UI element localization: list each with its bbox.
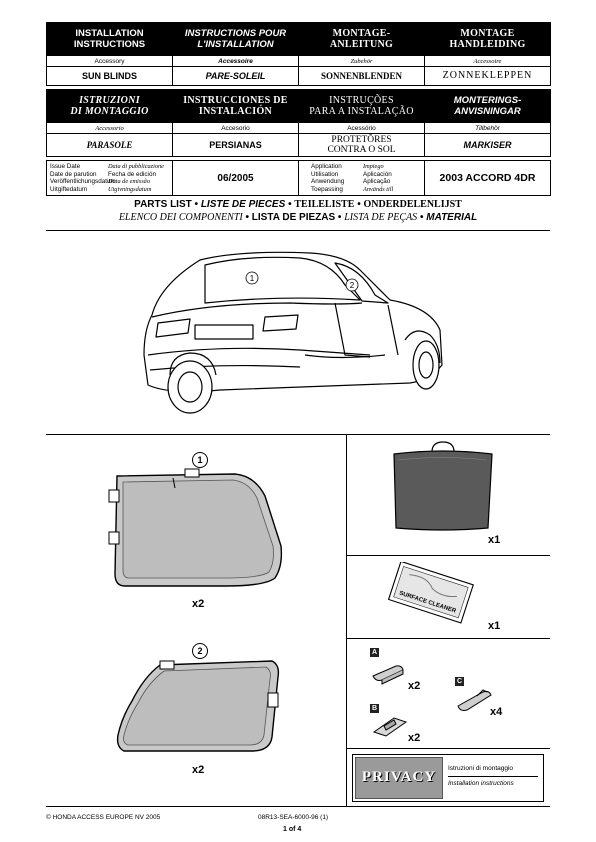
clip-a-letter: A [371,649,378,656]
car-illustration [130,245,465,420]
surface-cleaner [382,562,478,628]
title-sv: MONTERINGS- ANVISNINGAR [425,90,551,123]
divider-parts [46,434,550,435]
value-de: SONNENBLENDEN [299,67,425,86]
clip-a-qty: x2 [408,680,421,692]
svg-text:2: 2 [349,281,355,290]
divider-r2 [346,638,550,639]
clip-b-letter: B [371,705,378,712]
privacy-line-1: Istruzioni di montaggio [448,765,514,772]
title-fr: INSTRUCTIONS POUR L'INSTALLATION [173,23,299,56]
issue-date: 06/2005 [173,161,299,196]
issue-labels: Issue Date Data di pubblicazione Date de parution Fecha de edición VeröffentlichungsdatumData de emissão Uitgiftedatum Utgivningsdatum [47,161,173,196]
title-es: INSTRUCCIONES DE INSTALACIÓN [173,90,299,123]
part-2-number: 2 [192,643,208,659]
divider-bottom [46,806,550,807]
divider-top [46,230,550,231]
parts-list-line1: PARTS LIST • LISTE DE PIECES • TEILELISTE • ONDERDELENLIJST [134,199,462,210]
sub-es: Accesorio [173,123,299,134]
svg-text:1: 1 [249,274,255,283]
sub-en: Accessory [47,56,173,67]
divider-vertical [346,434,347,806]
part-1-blind [105,466,287,592]
sub-pt: Acessório [299,123,425,134]
page-number: 1 of 4 [283,826,302,833]
value-it: PARASOLE [47,134,173,157]
value-en: SUN BLINDS [47,67,173,86]
value-pt: PROTETÕRES CONTRA O SOL [299,134,425,157]
value-sv: MARKISER [425,134,551,157]
doc-number: 08R13-SEA-6000-96 (1) [258,814,329,821]
title-nl: MONTAGE HANDLEIDING [425,23,551,56]
part-1-number: 1 [192,452,208,468]
part-1-qty: x2 [192,598,205,610]
privacy-leaflet [352,754,544,802]
car-callout-2 [346,279,358,291]
car-callout-1 [246,272,258,284]
privacy-logo: PRIVACY [355,757,443,799]
sub-fr: Accessoire [173,56,299,67]
application-value: 2003 ACCORD 4DR [425,161,551,196]
clip-b-qty: x2 [408,732,421,744]
title-pt: INSTRUÇÕES PARA A INSTALAÇÃO [299,90,425,123]
value-es: PERSIANAS [173,134,299,157]
divider-r3 [346,748,550,749]
cleaner-qty: x1 [488,620,501,632]
title-de: MONTAGE- ANLEITUNG [299,23,425,56]
parts-list-line2: ELENCO DEI COMPONENTI • LISTA DE PIEZAS • LISTA DE PEÇAS • MATERIAL [118,212,478,223]
svg-text:SURFACE CLEANER: SURFACE CLEANER [398,590,457,615]
clip-a [370,660,406,686]
title-en: INSTALLATION INSTRUCTIONS [47,23,173,56]
title-it: ISTRUZIONI DI MONTAGGIO [47,90,173,123]
privacy-line-2: Installation instructions [448,780,514,787]
sub-de: Zubehör [299,56,425,67]
bag-qty: x1 [488,534,501,546]
divider-r1 [346,555,550,556]
value-fr: PARE-SOLEIL [173,67,299,86]
part-2-blind [112,657,282,757]
clip-b [372,712,408,738]
header-table [46,22,551,196]
clip-c-qty: x4 [490,706,503,718]
application-labels: Application Impiego Utilisation Aplicación Anwendung Aplicação Toepassing Används till [299,161,425,196]
storage-bag [388,440,498,535]
clip-c [455,686,495,714]
clip-c-letter: C [456,678,463,685]
value-nl: ZONNEKLEPPEN [425,67,551,86]
sub-nl: Accessoire [425,56,551,67]
sub-it: Accessorio [47,123,173,134]
part-2-qty: x2 [192,764,205,776]
copyright: © HONDA ACCESS EUROPE NV 2005 [46,814,161,821]
sub-sv: Tillbehör [425,123,551,134]
